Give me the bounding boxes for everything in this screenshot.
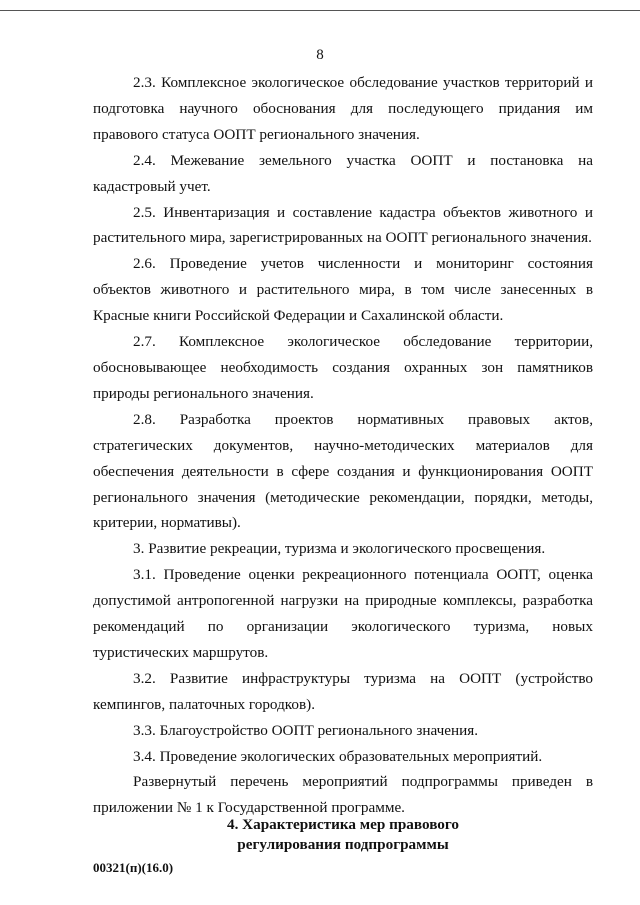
paragraph-summary: Развернутый перечень мероприятий подпрограммы приведен в приложении № 1 к Государственной программе.: [93, 773, 593, 817]
paragraph-2-4: 2.4. Межевание земельного участка ООПТ и постановка на кадастровый учет.: [93, 151, 593, 195]
page-number: 8: [316, 47, 324, 63]
paragraph-3-4: 3.4. Проведение экологических образовательных мероприятий.: [133, 747, 543, 765]
document-code: 00321(п)(16.0): [93, 860, 174, 875]
paragraph-2-6: 2.6. Проведение учетов численности и мониторинг состояния объектов животного и растительного мира, в том числе занесенных в Красные книги Российской Федерации и Сахалинской области.: [93, 255, 593, 325]
paragraph-2-8: 2.8. Разработка проектов нормативных правовых актов, стратегических документов, научно-методических материалов для обеспечения деятельности в сфере создания и функционирования ООПТ регионального значения (методические рекомендации, порядки, методы, критерии, нормативы).: [93, 410, 593, 532]
paragraph-3-3: 3.3. Благоустройство ООПТ регионального значения.: [133, 721, 479, 739]
paragraph-2-7: 2.7. Комплексное экологическое обследование территории, обосновывающее необходимость создания охранных зон памятников природы регионального значения.: [93, 333, 593, 402]
paragraph-2-3: 2.3. Комплексное экологическое обследование участков территорий и подготовка научного обоснования для последующего придания им правового статуса ООПТ регионального значения.: [93, 74, 593, 143]
document-body: [93, 70, 593, 821]
section-heading-line-1: 4. Характеристика мер правового: [226, 816, 460, 833]
section-heading-line-2: регулирования подпрограммы: [237, 836, 449, 853]
section-heading: [93, 815, 593, 855]
paragraph-3-1: 3.1. Проведение оценки рекреационного потенциала ООПТ, оценка допустимой антропогенной нагрузки на природные комплексы, разработка рекомендаций по организации экологического туризма, новых туристических маршрутов.: [93, 566, 593, 661]
paragraph-3: 3. Развитие рекреации, туризма и экологического просвещения.: [133, 540, 546, 558]
paragraph-3-2: 3.2. Развитие инфраструктуры туризма на ООПТ (устройство кемпингов, палаточных городков).: [93, 669, 593, 713]
top-border-line: [0, 10, 640, 11]
paragraph-2-5: 2.5. Инвентаризация и составление кадастра объектов животного и растительного мира, зарегистрированных на ООПТ регионального значения.: [93, 203, 593, 247]
